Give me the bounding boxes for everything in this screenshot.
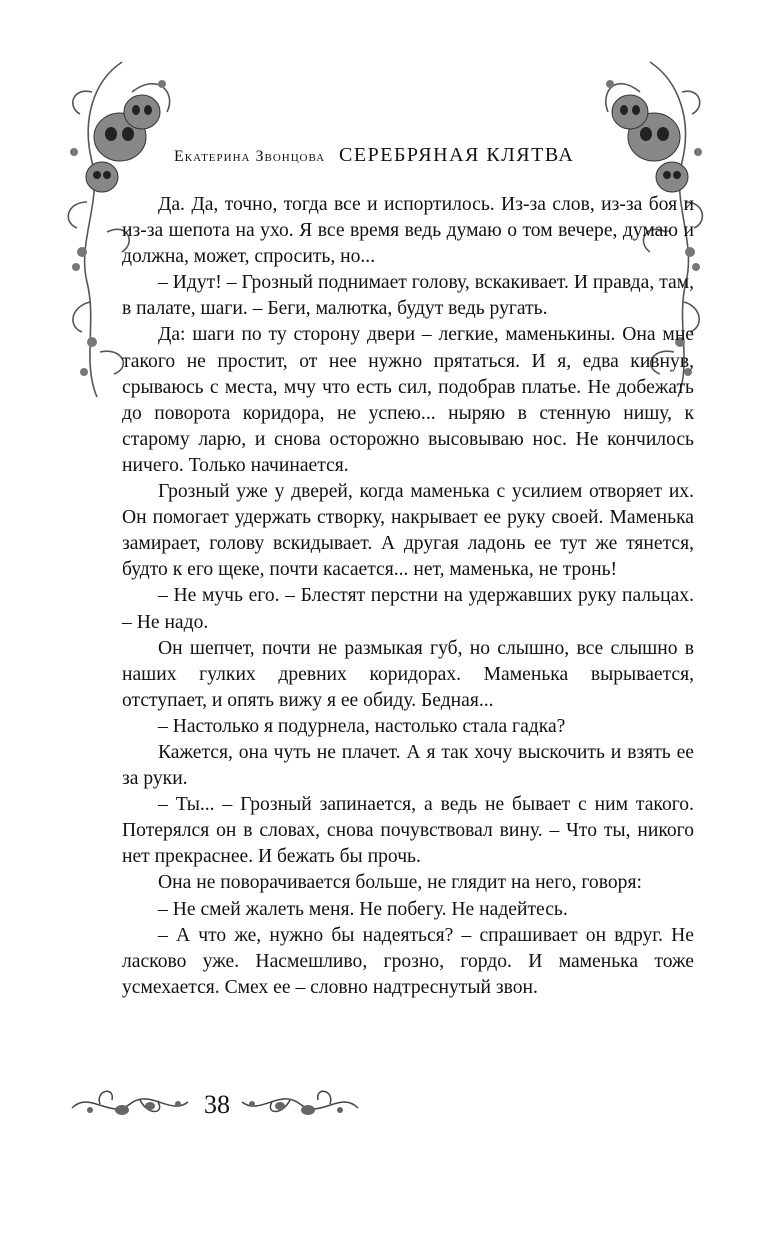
paragraph: – Не мучь его. – Блестят перстни на удержавших руку пальцах. – Не надо.: [122, 585, 694, 633]
header-book-title: СЕРЕБРЯНАЯ КЛЯТВА: [339, 144, 575, 166]
floral-scroll-ornament-left: [70, 1080, 190, 1130]
paragraph: – А что же, нужно бы надеяться? – спрашивает он вдруг. Не ласково уже. Насмешливо, грозно, гордо. И маменька тоже усмехается. Смех ее – словно надтреснутый звон.: [122, 924, 694, 998]
paragraph: – Идут! – Грозный поднимает голову, вскакивает. И правда, там, в палате, шаги. – Беги, малютка, будут ведь ругать.: [122, 272, 694, 320]
body-text: [122, 192, 694, 1001]
paragraph: Да. Да, точно, тогда все и испортилось. Из-за слов, из-за боя и из-за шепота на ухо. Я все время ведь думаю о том вечере, думаю и должна, может, спросить, но...: [122, 194, 694, 268]
paragraph: – Настолько я подурнела, настолько стала гадка?: [158, 715, 566, 737]
header-author: Екатерина Звонцова: [174, 148, 326, 165]
paragraph: – Не смей жалеть меня. Не побегу. Не надейтесь.: [158, 898, 568, 920]
running-header: [174, 144, 654, 174]
paragraph: Она не поворачивается больше, не глядит на него, говоря:: [158, 872, 642, 894]
paragraph: Кажется, она чуть не плачет. А я так хочу выскочить и взять ее за руки.: [122, 741, 694, 790]
paragraph: Он шепчет, почти не размыкая губ, но слышно, все слышно в наших гулких древних коридорах. Маменька вырывается, отступает, и опять вижу я ее обиду. Бедная...: [122, 637, 694, 711]
page-number: 38: [204, 1090, 230, 1119]
floral-scroll-ornament-right: [240, 1080, 360, 1130]
paragraph: – Ты... – Грозный запинается, а ведь не бывает с ним такого. Потерялся он в словах, снова почувствовал вину. – Что ты, никого нет прекраснее. И бежать бы прочь.: [122, 794, 694, 868]
paragraph: Грозный уже у дверей, когда маменька с усилием отворяет их. Он помогает удержать створку, накрывает ее руку своей. Маменька замирает, голову вскидывает. А другая ладонь ее тут же тянется, будто к его щеке, почти касается... нет, маменька, не тронь!: [122, 481, 694, 581]
paragraph: Да: шаги по ту сторону двери – легкие, маменькины. Она мне такого не простит, от нее нужно прятаться. И я, едва кивнув, срываюсь с места, мчу что есть сил, подобрав платье. Не добежать до поворота коридора, не успею... ныряю в стенную нишу, к старому ларю, и снова осторожно высовываю нос. Не кончилось ничего. Только начинается.: [122, 324, 694, 476]
